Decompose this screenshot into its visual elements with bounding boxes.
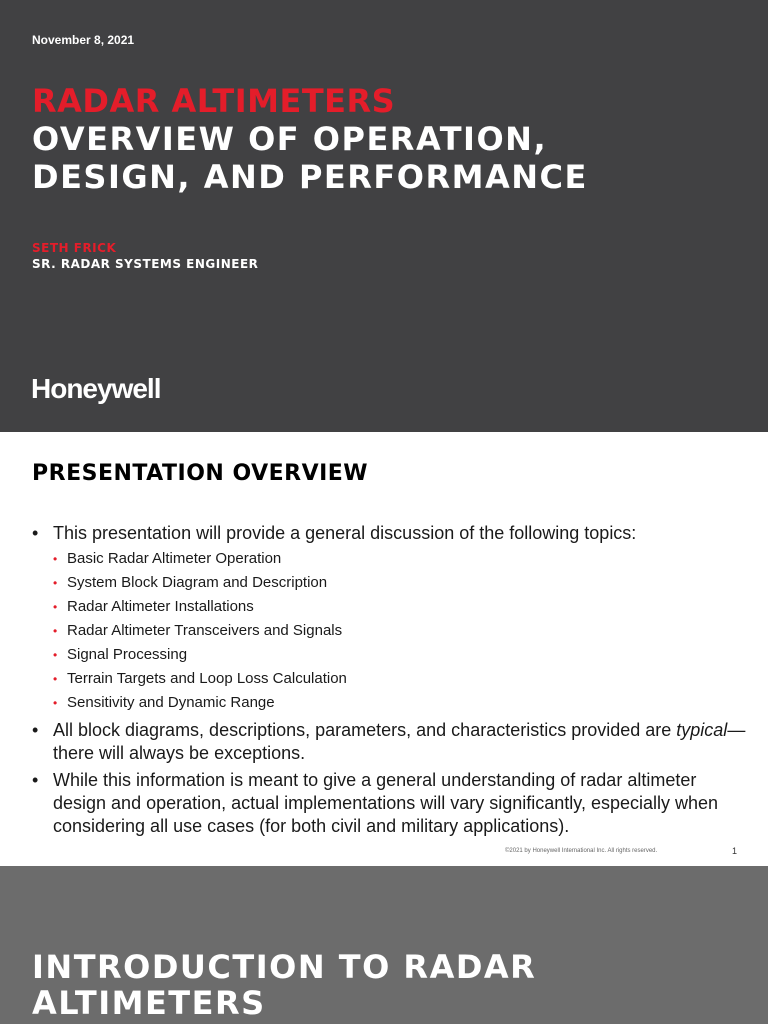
bullet-intro-text: This presentation will provide a general discussion of the following topics: [53,523,637,543]
red-bullet-icon: • [53,672,58,686]
bullet-dot-icon: • [32,770,39,790]
section-title [32,949,536,1021]
copyright-notice: ©2021 by Honeywell International Inc. All rights reserved. [505,848,658,854]
title-main: RADAR ALTIMETERS [32,82,396,120]
section-title-line-1: INTRODUCTION TO RADAR [32,948,537,986]
presenter-name: SETH FRICK [32,241,117,255]
overview-heading: PRESENTATION OVERVIEW [32,461,369,486]
topics-list [53,547,752,715]
presenter-block [32,241,258,273]
section-slide [0,866,768,1024]
title-slide [0,0,768,432]
presentation-date: November 8, 2021 [32,33,135,47]
bullet-typical [32,719,752,765]
topic-item: • System Block Diagram and Description [53,571,752,595]
bullet-dot-icon: • [32,720,39,740]
subtitle-line-1: OVERVIEW OF OPERATION, [32,120,548,158]
bullet-dot-icon: • [32,523,39,543]
topic-item: • Radar Altimeter Installations [53,595,752,619]
topic-item: • Sensitivity and Dynamic Range [53,691,752,715]
red-bullet-icon: • [53,696,58,710]
bullet-intro [32,522,752,715]
topic-item: • Signal Processing [53,643,752,667]
red-bullet-icon: • [53,576,58,590]
subtitle-line-2: DESIGN, AND PERFORMANCE [32,158,588,196]
topic-item: • Terrain Targets and Loop Loss Calculation [53,667,752,691]
topic-item: • Radar Altimeter Transceivers and Signals [53,619,752,643]
overview-bullet-list [32,522,752,838]
red-bullet-icon: • [53,624,58,638]
topic-item: • Basic Radar Altimeter Operation [53,547,752,571]
bullet-implementation [32,769,752,838]
honeywell-logo: Honeywell [31,373,161,404]
title-block [32,82,588,196]
red-bullet-icon: • [53,552,58,566]
bullet-implementation-text: While this information is meant to give a general understanding of radar altimeter design and operation, actual implementations will vary significantly, especially when considering all use cases (for both civil and military applications). [53,770,719,836]
bullet-typical-text: All block diagrams, descriptions, parameters, and characteristics provided are typical—there will always be exceptions. [53,720,746,763]
section-title-line-2: ALTIMETERS [32,984,266,1022]
page-number: 1 [732,846,738,856]
overview-slide [0,432,768,866]
presenter-role: SR. RADAR SYSTEMS ENGINEER [32,257,259,271]
red-bullet-icon: • [53,600,58,614]
red-bullet-icon: • [53,648,58,662]
